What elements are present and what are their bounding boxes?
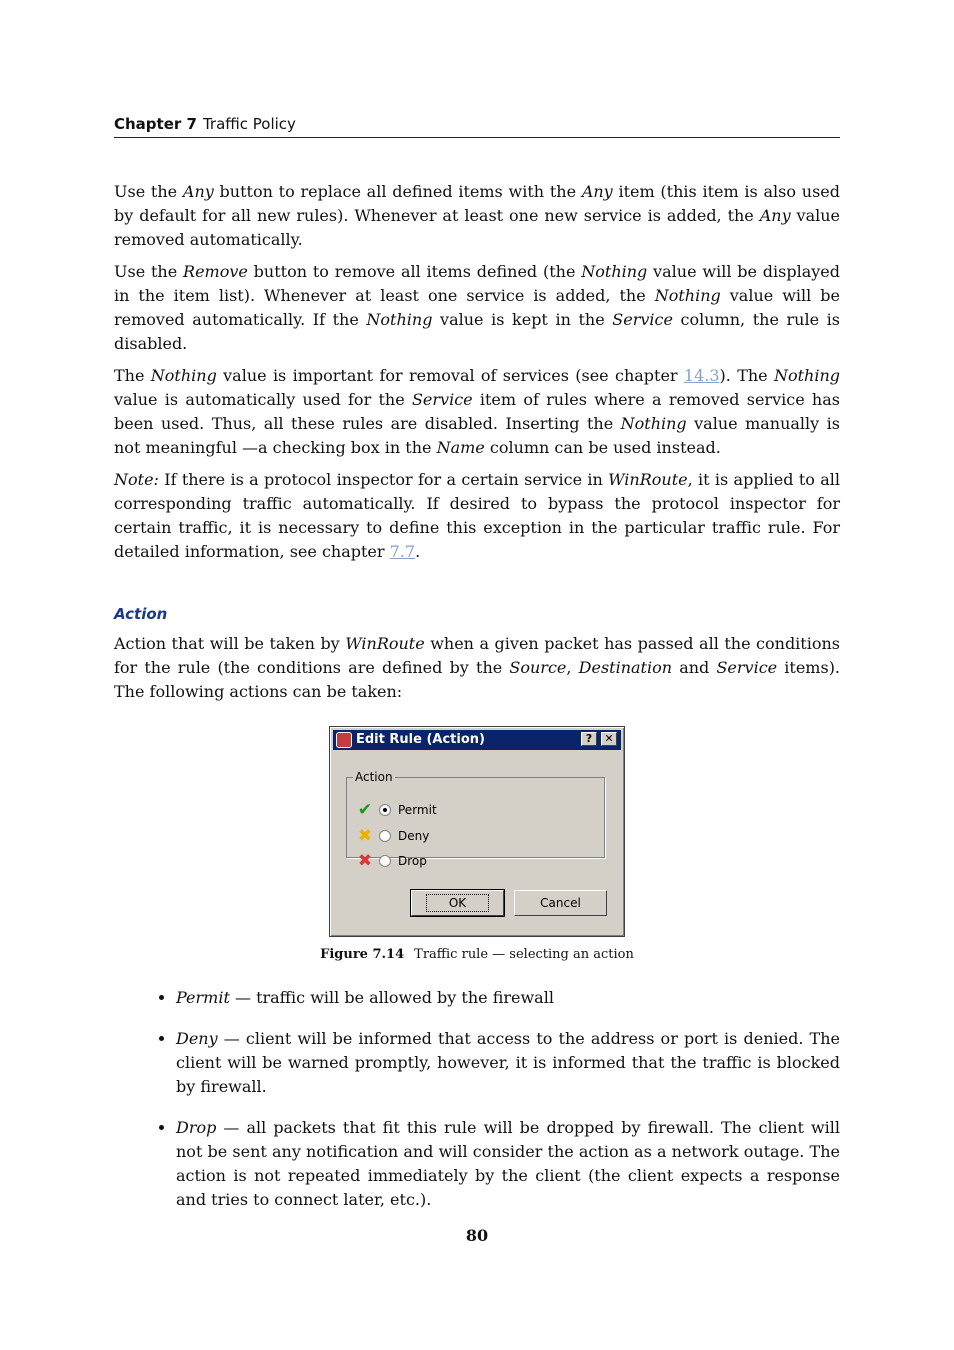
page-body (114, 180, 840, 1229)
bullet-term: Deny (176, 1029, 218, 1048)
action-list (114, 986, 840, 1212)
paragraph-remove: Use the Remove button to remove all items defined (the Nothing value will be displayed in the item list). Whenever at least one service is added, the Nothing value will be removed automatically. If the Nothing value is kept in the Service column, the rule is disabled. (114, 262, 840, 353)
deny-icon: ✖ (357, 826, 373, 846)
figure-caption-text: Traffic rule — selecting an action (414, 947, 634, 962)
page-number: 80 (465, 1226, 489, 1245)
chapter-number: Chapter 7 (114, 115, 197, 133)
edit-rule-dialog (329, 726, 625, 937)
radio-drop[interactable] (379, 855, 391, 867)
section-heading-action: Action (114, 605, 168, 623)
help-button[interactable]: ? (581, 732, 597, 746)
paragraph-action-intro: Action that will be taken by WinRoute when a given packet has passed all the conditions for the rule (the conditions are defined by the Source, Destination and Service items). The following actions can be taken: (114, 634, 841, 701)
dialog-title: Edit Rule (Action) (356, 732, 485, 747)
option-deny-label[interactable]: Deny (398, 829, 430, 843)
action-group (346, 765, 605, 871)
bullet-term: Permit (176, 988, 230, 1007)
drop-icon: ✖ (357, 851, 373, 871)
close-button[interactable]: ✕ (601, 732, 617, 746)
figure-caption (114, 946, 840, 964)
list-item: • Deny — client will be informed that access to the address or port is denied. The client will be warned promptly, however, it is informed that the traffic is blocked by firewall. (176, 1027, 840, 1099)
cancel-button[interactable]: Cancel (514, 890, 607, 916)
chapter-link-14-3[interactable]: 14.3 (683, 366, 720, 385)
dialog-titlebar[interactable] (333, 730, 621, 750)
option-drop-label[interactable]: Drop (398, 854, 427, 868)
paragraph-any: Use the Any button to replace all defined items with the Any item (this item is also used by default for all new rules). Whenever at least one new service is added, the Any value removed automatically. (114, 182, 841, 249)
radio-permit[interactable] (379, 804, 391, 816)
figure-edit-rule-dialog (114, 726, 840, 976)
chapter-title: Traffic Policy (202, 115, 296, 133)
paragraph-nothing: The Nothing value is important for removal of services (see chapter 14.3). The Nothing value is automatically used for the Service item of rules where a removed service has been used. Thus, all these rules are disabled. Inserting the Nothing value manually is not meaningful —a checking box in the Name column can be used instead. (114, 366, 841, 457)
running-header (114, 114, 840, 138)
paragraph-note: Note: If there is a protocol inspector for a certain service in WinRoute, it is applied to all corresponding traffic automatically. If desired to bypass the protocol inspector for certain traffic, it is necessary to define this exception in the particular traffic rule. For detailed information, see chapter 7.7. (114, 470, 840, 561)
radio-deny[interactable] (379, 830, 391, 842)
ok-button[interactable] (411, 890, 504, 916)
check-icon: ✔ (357, 800, 373, 820)
option-permit-label[interactable]: Permit (398, 803, 437, 817)
app-icon (336, 732, 352, 748)
chapter-link-7-7[interactable]: 7.7 (389, 542, 416, 561)
list-item: • Drop — all packets that fit this rule will be dropped by firewall. The client will not be sent any notification and will consider the action as a network outage. The action is not repeated immediately by the client (the client expects a response and tries to connect later, etc.). (176, 1116, 840, 1212)
bullet-term: Drop (176, 1118, 217, 1137)
figure-number: Figure 7.14 (320, 947, 405, 962)
ok-button-label[interactable]: OK (426, 894, 489, 912)
action-group-label: Action (355, 770, 393, 784)
list-item: • Permit — traffic will be allowed by the firewall (176, 986, 840, 1010)
